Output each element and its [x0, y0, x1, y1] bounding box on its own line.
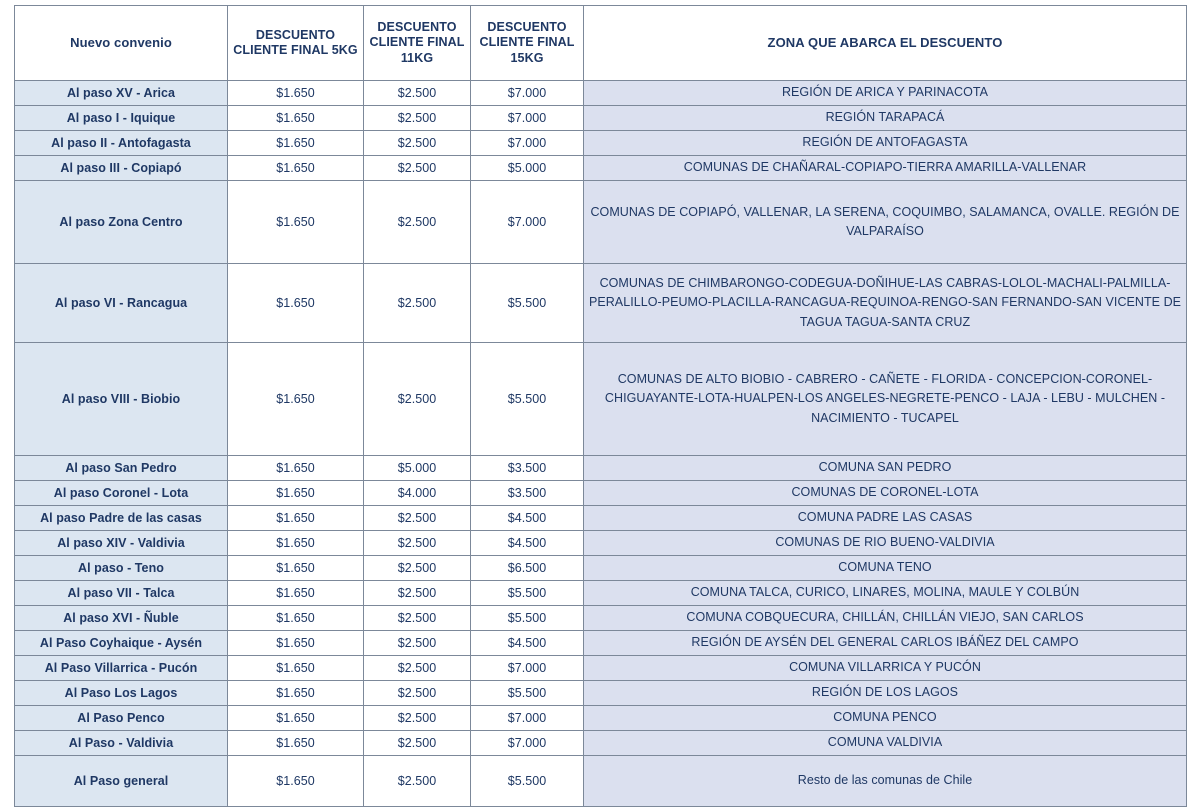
table-row	[15, 181, 1187, 264]
table-row	[15, 481, 1187, 506]
cell-price-5kg: $1.650	[228, 581, 364, 606]
table-row	[15, 606, 1187, 631]
cell-price-11kg: $2.500	[364, 656, 471, 681]
cell-price-15kg: $6.500	[471, 556, 584, 581]
cell-convenio-name: Al Paso general	[15, 756, 228, 807]
cell-price-15kg: $5.000	[471, 156, 584, 181]
cell-price-15kg: $5.500	[471, 756, 584, 807]
cell-price-11kg: $2.500	[364, 706, 471, 731]
cell-price-5kg: $1.650	[228, 681, 364, 706]
cell-convenio-name: Al paso Padre de las casas	[15, 506, 228, 531]
cell-zona: COMUNA PADRE LAS CASAS	[584, 506, 1187, 531]
cell-zona: COMUNA TALCA, CURICO, LINARES, MOLINA, MAULE Y COLBÚN	[584, 581, 1187, 606]
cell-price-11kg: $2.500	[364, 181, 471, 264]
cell-price-11kg: $2.500	[364, 156, 471, 181]
column-header-descuento-15kg: DESCUENTO CLIENTE FINAL 15KG	[471, 6, 584, 81]
cell-convenio-name: Al paso VIII - Biobio	[15, 343, 228, 456]
column-header-zona: ZONA QUE ABARCA EL DESCUENTO	[584, 6, 1187, 81]
table-row	[15, 581, 1187, 606]
cell-price-5kg: $1.650	[228, 481, 364, 506]
cell-zona: COMUNAS DE RIO BUENO-VALDIVIA	[584, 531, 1187, 556]
table-row	[15, 731, 1187, 756]
table-row	[15, 631, 1187, 656]
cell-price-11kg: $2.500	[364, 264, 471, 343]
cell-price-15kg: $5.500	[471, 264, 584, 343]
cell-price-15kg: $7.000	[471, 731, 584, 756]
cell-price-5kg: $1.650	[228, 756, 364, 807]
table-header	[15, 6, 1187, 81]
cell-price-5kg: $1.650	[228, 264, 364, 343]
cell-convenio-name: Al paso XIV - Valdivia	[15, 531, 228, 556]
cell-price-5kg: $1.650	[228, 506, 364, 531]
cell-price-15kg: $7.000	[471, 81, 584, 106]
discount-table-container	[14, 5, 1186, 807]
cell-convenio-name: Al paso Coronel - Lota	[15, 481, 228, 506]
cell-price-11kg: $2.500	[364, 606, 471, 631]
column-header-descuento-11kg: DESCUENTO CLIENTE FINAL 11KG	[364, 6, 471, 81]
cell-convenio-name: Al paso II - Antofagasta	[15, 131, 228, 156]
cell-convenio-name: Al paso VI - Rancagua	[15, 264, 228, 343]
table-row	[15, 681, 1187, 706]
cell-price-5kg: $1.650	[228, 606, 364, 631]
cell-price-5kg: $1.650	[228, 456, 364, 481]
cell-convenio-name: Al Paso Penco	[15, 706, 228, 731]
cell-price-15kg: $3.500	[471, 456, 584, 481]
cell-zona: COMUNA VALDIVIA	[584, 731, 1187, 756]
cell-price-5kg: $1.650	[228, 131, 364, 156]
cell-price-5kg: $1.650	[228, 343, 364, 456]
cell-price-15kg: $5.500	[471, 343, 584, 456]
cell-price-11kg: $2.500	[364, 756, 471, 807]
table-row	[15, 343, 1187, 456]
cell-price-11kg: $2.500	[364, 506, 471, 531]
table-row	[15, 506, 1187, 531]
cell-price-5kg: $1.650	[228, 706, 364, 731]
cell-price-15kg: $4.500	[471, 631, 584, 656]
cell-price-5kg: $1.650	[228, 631, 364, 656]
table-row	[15, 106, 1187, 131]
cell-price-11kg: $2.500	[364, 581, 471, 606]
table-row	[15, 81, 1187, 106]
cell-price-5kg: $1.650	[228, 531, 364, 556]
cell-price-15kg: $5.500	[471, 606, 584, 631]
table-row	[15, 156, 1187, 181]
cell-price-11kg: $2.500	[364, 731, 471, 756]
discount-table	[14, 5, 1187, 807]
table-row	[15, 706, 1187, 731]
cell-zona: COMUNA VILLARRICA Y PUCÓN	[584, 656, 1187, 681]
cell-zona: COMUNAS DE ALTO BIOBIO - CABRERO - CAÑETE - FLORIDA - CONCEPCION-CORONEL-CHIGUAYANTE-LOTA-HUALPEN-LOS ANGELES-NEGRETE-PENCO - LAJA - LEBU - MULCHEN - NACIMIENTO - TUCAPEL	[584, 343, 1187, 456]
cell-price-11kg: $2.500	[364, 681, 471, 706]
column-header-descuento-5kg: DESCUENTO CLIENTE FINAL 5KG	[228, 6, 364, 81]
table-header-row	[15, 6, 1187, 81]
cell-zona: REGIÓN DE ANTOFAGASTA	[584, 131, 1187, 156]
cell-price-15kg: $3.500	[471, 481, 584, 506]
table-row	[15, 456, 1187, 481]
column-header-nuevo-convenio: Nuevo convenio	[15, 6, 228, 81]
table-row	[15, 131, 1187, 156]
cell-convenio-name: Al Paso Los Lagos	[15, 681, 228, 706]
cell-price-15kg: $5.500	[471, 681, 584, 706]
cell-price-11kg: $2.500	[364, 81, 471, 106]
table-row	[15, 531, 1187, 556]
cell-convenio-name: Al paso Zona Centro	[15, 181, 228, 264]
cell-zona: Resto de las comunas de Chile	[584, 756, 1187, 807]
cell-price-5kg: $1.650	[228, 656, 364, 681]
table-row	[15, 264, 1187, 343]
cell-price-11kg: $4.000	[364, 481, 471, 506]
cell-zona: COMUNAS DE CORONEL-LOTA	[584, 481, 1187, 506]
cell-price-15kg: $7.000	[471, 131, 584, 156]
cell-zona: REGIÓN DE AYSÉN DEL GENERAL CARLOS IBÁÑEZ DEL CAMPO	[584, 631, 1187, 656]
cell-price-15kg: $4.500	[471, 506, 584, 531]
cell-convenio-name: Al paso VII - Talca	[15, 581, 228, 606]
cell-zona: COMUNAS DE CHAÑARAL-COPIAPO-TIERRA AMARILLA-VALLENAR	[584, 156, 1187, 181]
cell-convenio-name: Al paso San Pedro	[15, 456, 228, 481]
cell-price-15kg: $7.000	[471, 181, 584, 264]
cell-price-11kg: $2.500	[364, 106, 471, 131]
cell-price-15kg: $7.000	[471, 106, 584, 131]
cell-zona: REGIÓN DE ARICA Y PARINACOTA	[584, 81, 1187, 106]
cell-price-11kg: $2.500	[364, 131, 471, 156]
cell-price-5kg: $1.650	[228, 181, 364, 264]
cell-price-11kg: $5.000	[364, 456, 471, 481]
cell-price-15kg: $5.500	[471, 581, 584, 606]
table-row	[15, 556, 1187, 581]
cell-price-5kg: $1.650	[228, 106, 364, 131]
cell-price-5kg: $1.650	[228, 556, 364, 581]
cell-price-11kg: $2.500	[364, 556, 471, 581]
cell-zona: COMUNA SAN PEDRO	[584, 456, 1187, 481]
cell-zona: COMUNAS DE COPIAPÓ, VALLENAR, LA SERENA, COQUIMBO, SALAMANCA, OVALLE. REGIÓN DE VALPARAÍSO	[584, 181, 1187, 264]
cell-zona: REGIÓN DE LOS LAGOS	[584, 681, 1187, 706]
cell-convenio-name: Al Paso - Valdivia	[15, 731, 228, 756]
cell-convenio-name: Al paso I - Iquique	[15, 106, 228, 131]
cell-zona: COMUNA COBQUECURA, CHILLÁN, CHILLÁN VIEJO, SAN CARLOS	[584, 606, 1187, 631]
cell-price-5kg: $1.650	[228, 81, 364, 106]
cell-price-11kg: $2.500	[364, 531, 471, 556]
table-body	[15, 81, 1187, 807]
cell-zona: COMUNAS DE CHIMBARONGO-CODEGUA-DOÑIHUE-LAS CABRAS-LOLOL-MACHALI-PALMILLA-PERALILLO-PEUMO-PLACILLA-RANCAGUA-REQUINOA-RENGO-SAN FERNANDO-SAN VICENTE DE TAGUA TAGUA-SANTA CRUZ	[584, 264, 1187, 343]
cell-price-11kg: $2.500	[364, 343, 471, 456]
table-row	[15, 756, 1187, 807]
cell-convenio-name: Al Paso Villarrica - Pucón	[15, 656, 228, 681]
cell-price-5kg: $1.650	[228, 156, 364, 181]
cell-price-15kg: $4.500	[471, 531, 584, 556]
cell-price-11kg: $2.500	[364, 631, 471, 656]
cell-price-15kg: $7.000	[471, 706, 584, 731]
cell-price-5kg: $1.650	[228, 731, 364, 756]
cell-zona: COMUNA TENO	[584, 556, 1187, 581]
cell-convenio-name: Al Paso Coyhaique - Aysén	[15, 631, 228, 656]
cell-zona: COMUNA PENCO	[584, 706, 1187, 731]
cell-convenio-name: Al paso - Teno	[15, 556, 228, 581]
table-row	[15, 656, 1187, 681]
cell-zona: REGIÓN TARAPACÁ	[584, 106, 1187, 131]
cell-convenio-name: Al paso XV - Arica	[15, 81, 228, 106]
cell-price-15kg: $7.000	[471, 656, 584, 681]
cell-convenio-name: Al paso XVI - Ñuble	[15, 606, 228, 631]
cell-convenio-name: Al paso III - Copiapó	[15, 156, 228, 181]
